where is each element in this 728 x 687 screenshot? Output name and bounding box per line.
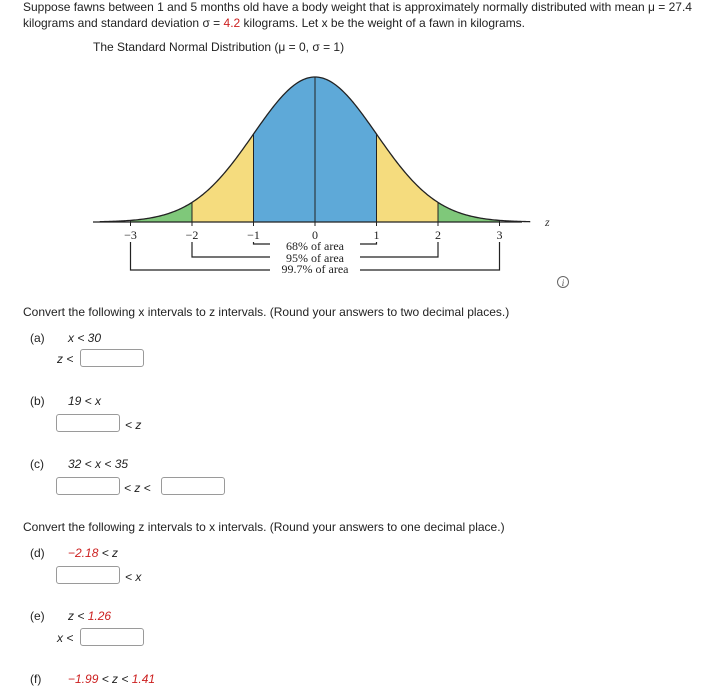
- area-brackets: [131, 239, 500, 276]
- part-d-num: −2.18: [68, 546, 99, 560]
- part-e-tag: (e): [30, 609, 45, 623]
- section2-instruction: Convert the following z intervals to x intervals. (Round your answers to one decimal place.): [23, 520, 505, 534]
- tick-label--3: −3: [124, 228, 137, 242]
- part-e-pre: z <: [68, 609, 88, 623]
- part-a-tag: (a): [30, 331, 45, 345]
- part-b-rhs: < z: [125, 418, 142, 432]
- problem-line-2-pre: kilograms and standard deviation σ =: [23, 16, 224, 30]
- part-f-interval: [68, 672, 155, 686]
- problem-line-1: Suppose fawns between 1 and 5 months old have a body weight that is approximately normally distributed with mean μ = 27.4: [23, 0, 692, 14]
- part-a-lhs: z <: [57, 352, 74, 366]
- answer-d-input[interactable]: [56, 566, 120, 584]
- tick-label-2: 2: [435, 228, 441, 242]
- part-c-tag: (c): [30, 457, 44, 471]
- answer-c-upper-input[interactable]: [161, 477, 225, 495]
- tick-label-3: 3: [496, 228, 503, 242]
- answer-b-input[interactable]: [56, 414, 120, 432]
- info-icon[interactable]: i: [557, 276, 569, 288]
- tick-label-1: 1: [373, 228, 380, 242]
- section1-instruction: Convert the following x intervals to z intervals. (Round your answers to two decimal places.): [23, 305, 510, 319]
- part-d-rest: < z: [98, 546, 119, 560]
- tick-label-0: 0: [312, 228, 318, 242]
- part-c-mid: < z <: [124, 481, 151, 495]
- sigma-value: 4.2: [223, 16, 241, 30]
- chart-title: The Standard Normal Distribution (μ = 0, σ = 1): [93, 40, 345, 54]
- part-c-interval: 32 < x < 35: [68, 457, 129, 471]
- part-e-interval: [68, 609, 111, 623]
- z-axis-label: z: [545, 215, 550, 229]
- tick-label--1: −1: [247, 228, 260, 242]
- problem-line-2-post: kilograms. Let x be the weight of a fawn in kilograms.: [240, 16, 526, 30]
- part-e-lhs: x <: [57, 631, 74, 645]
- tick-label--2: −2: [185, 228, 199, 242]
- part-e-num: 1.26: [87, 609, 112, 623]
- part-b-tag: (b): [30, 394, 45, 408]
- part-d-interval: [68, 546, 118, 560]
- part-f-num1: −1.99: [68, 672, 99, 686]
- part-f-mid: < z <: [98, 672, 132, 686]
- bracket-label-0: 68% of area: [286, 239, 344, 253]
- part-f-tag: (f): [30, 672, 42, 686]
- answer-c-lower-input[interactable]: [56, 477, 120, 495]
- answer-e-input[interactable]: [80, 628, 144, 646]
- shaded-regions: [131, 77, 500, 222]
- bracket-label-2: 99.7% of area: [281, 262, 349, 276]
- normal-distribution-chart: [0, 0, 728, 300]
- part-d-rhs: < x: [125, 570, 142, 584]
- part-d-tag: (d): [30, 546, 45, 560]
- answer-a-input[interactable]: [80, 349, 144, 367]
- part-f-num2: 1.41: [131, 672, 156, 686]
- part-a-interval: x < 30: [68, 331, 102, 345]
- part-b-interval: 19 < x: [68, 394, 102, 408]
- bracket-label-1: 95% of area: [286, 251, 344, 265]
